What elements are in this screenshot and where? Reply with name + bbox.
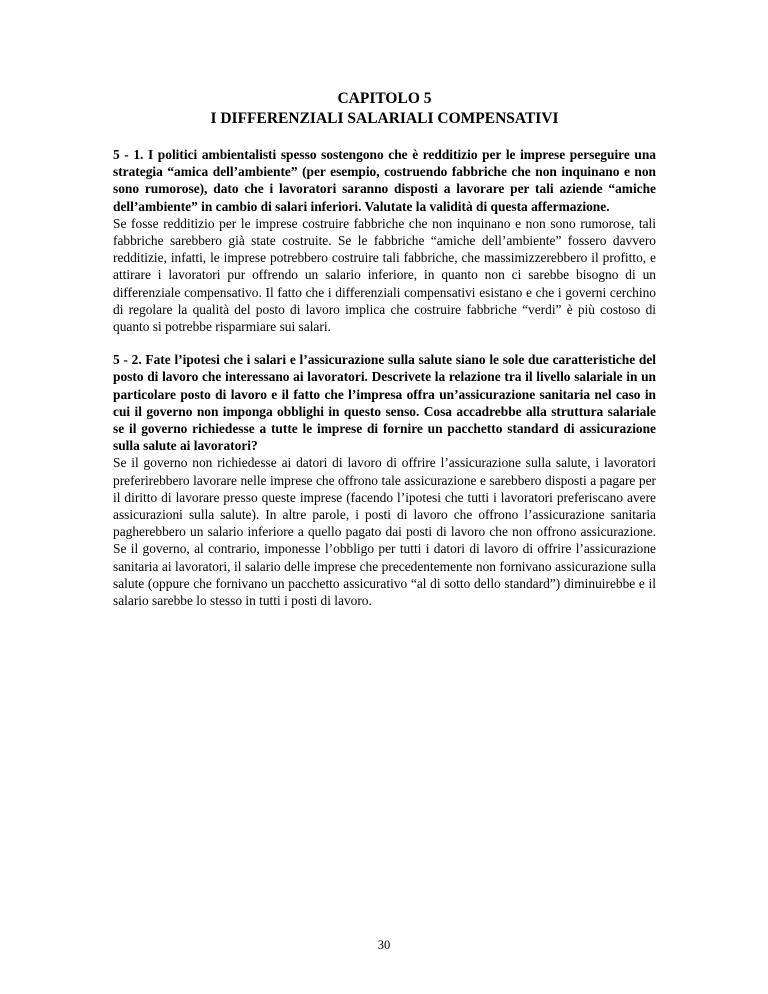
exercise-question: 5 - 1. I politici ambientalisti spesso sostengono che è redditizio per le imprese perseguire una strategia “amica dell’ambiente” (per esempio, costruendo fabbriche che non inquinano e non sono rumorose), dato che i lavoratori saranno disposti a lavorare per tali aziende “amiche dell’ambiente” in cambio di salari inferiori. Valutate la validità di questa affermazione.	[113, 147, 656, 214]
exercise-block	[113, 351, 656, 609]
chapter-title: I DIFFERENZIALI SALARIALI COMPENSATIVI	[210, 110, 559, 127]
exercise-question: 5 - 2. Fate l’ipotesi che i salari e l’assicurazione sulla salute siano le sole due caratteristiche del posto di lavoro che interessano ai lavoratori. Descrivete la relazione tra il livello salariale in un particolare posto di lavoro e il fatto che l’impresa offra un’assicurazione sanitaria nel caso in cui il governo non imponga obblighi in questo senso. Cosa accadrebbe alla struttura salariale se il governo richiedesse a tutte le imprese di fornire un pacchetto standard di assicurazione sulla salute ai lavoratori?	[113, 352, 656, 454]
page-content	[113, 146, 656, 625]
exercise-block	[113, 146, 656, 335]
chapter-number: CAPITOLO 5	[337, 90, 432, 107]
exercise-answer: Se il governo non richiedesse ai datori di lavoro di offrire l’assicurazione sulla salute, i lavoratori preferirebbero lavorare nelle imprese che offrono tale assicurazione e sarebbero disposti a pagare per il diritto di lavorare presso queste imprese (facendo l’ipotesi che tutti i lavoratori preferiscano avere assicurazioni sulla salute). In altre parole, i posti di lavoro che offrono l’assicurazione sanitaria pagherebbero un salario inferiore a quello pagato dai posti di lavoro che non offrono assicurazione. Se il governo, al contrario, imponesse l’obbligo per tutti i datori di lavoro di offrire l’assicurazione sanitaria ai lavoratori, il salario delle imprese che precedentemente non fornivano assicurazione sulla salute (oppure che fornivano un pacchetto assicurativo “al di sotto dello standard”) diminuirebbe e il salario sarebbe lo stesso in tutti i posti di lavoro.	[113, 455, 656, 609]
exercise-answer: Se fosse redditizio per le imprese costruire fabbriche che non inquinano e non sono rumorose, tali fabbriche sarebbero già state costruite. Se le fabbriche “amiche dell’ambiente” fossero davvero redditizie, infatti, le imprese potrebbero costruire tali fabbriche, che massimizzerebbero il profitto, e attirare i lavoratori pur offrendo un salario inferiore, in quanto non ci sarebbe bisogno di un differenziale compensativo. Il fatto che i differenziali compensativi esistano e che i governi cerchino di regolare la qualità del posto di lavoro implica che costruire fabbriche “verdi” è più costoso di quanto si potrebbe risparmiare sui salari.	[113, 215, 656, 335]
chapter-heading	[113, 89, 656, 129]
page-number: 30	[377, 938, 391, 952]
